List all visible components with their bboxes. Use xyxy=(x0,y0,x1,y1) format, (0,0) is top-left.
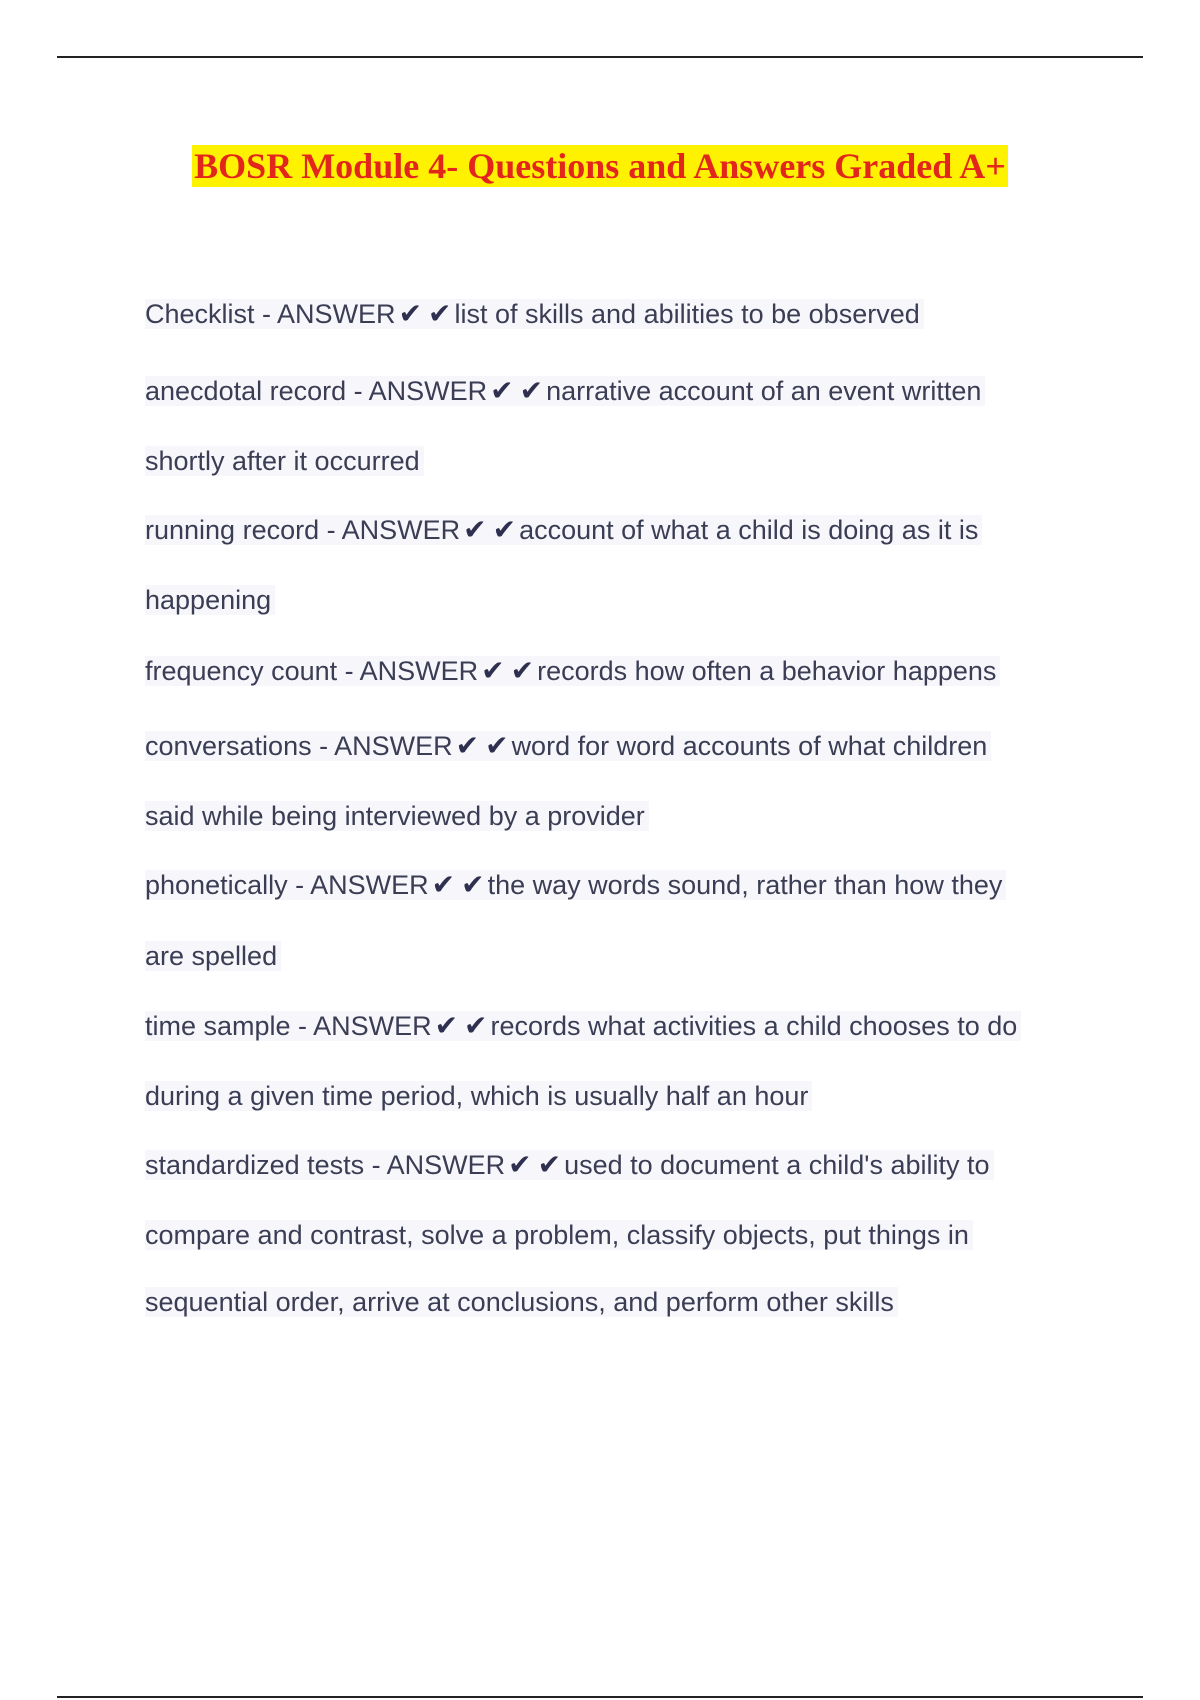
qa-entry-continuation xyxy=(145,582,275,618)
checkmark-icon: ✔ xyxy=(537,1148,562,1181)
qa-entry-continuation xyxy=(145,798,649,834)
answer-label: ANSWER xyxy=(386,1150,506,1180)
answer-label: ANSWER xyxy=(368,376,488,406)
checkmark-icon: ✔ xyxy=(463,513,487,546)
entry-answer-line: used to document a child's ability to xyxy=(564,1150,990,1180)
entry-answer-line: during a given time period, which is usually half an hour xyxy=(145,1081,812,1111)
entry-answer-line: word for word accounts of what children xyxy=(511,731,988,761)
entry-term: time sample xyxy=(145,1011,291,1041)
answer-label: ANSWER xyxy=(359,656,479,686)
entry-answer-line: said while being interviewed by a provider xyxy=(145,801,649,831)
checkmark-icon: ✔ xyxy=(492,513,517,546)
qa-entry: running record - ANSWER ✔ ✔ account of what a child is doing as it is xyxy=(145,512,982,548)
title-block xyxy=(0,145,1200,187)
checkmark-icon: ✔ xyxy=(490,374,514,407)
checkmark-icon: ✔ xyxy=(455,729,480,762)
answer-label: ANSWER xyxy=(313,1011,432,1041)
answer-label: ANSWER xyxy=(310,870,429,900)
entry-term: frequency count xyxy=(145,656,338,686)
entry-term: anecdotal record xyxy=(145,376,347,406)
entry-term: Checklist xyxy=(145,299,255,329)
entry-answer-line: shortly after it occurred xyxy=(145,446,424,476)
entry-answer-line: records how often a behavior happens xyxy=(537,656,997,686)
qa-entry: frequency count - ANSWER ✔ ✔ records how often a behavior happens xyxy=(145,653,1000,689)
entry-term: phonetically xyxy=(145,870,288,900)
checkmark-icon: ✔ xyxy=(428,297,452,330)
qa-entry-continuation xyxy=(145,1217,973,1253)
entry-answer-line: narrative account of an event written xyxy=(546,376,982,406)
answer-label: ANSWER xyxy=(277,299,396,329)
checkmark-icon: ✔ xyxy=(510,654,535,687)
entry-answer-line: list of skills and abilities to be observed xyxy=(454,299,920,329)
entry-answer-line: account of what a child is doing as it is xyxy=(519,515,979,545)
qa-entry-continuation xyxy=(145,1078,812,1114)
checkmark-icon: ✔ xyxy=(485,729,509,762)
checkmark-icon: ✔ xyxy=(508,1148,532,1181)
qa-entry: standardized tests - ANSWER ✔ ✔ used to document a child's ability to xyxy=(145,1147,994,1183)
checkmark-icon: ✔ xyxy=(464,1009,488,1042)
entry-answer-line: compare and contrast, solve a problem, classify objects, put things in xyxy=(145,1220,973,1250)
entry-answer-line: the way words sound, rather than how they xyxy=(487,870,1003,900)
footer-rule xyxy=(57,1696,1143,1698)
answer-label: ANSWER xyxy=(334,731,453,761)
document-title: BOSR Module 4- Questions and Answers Graded A+ xyxy=(194,146,1006,186)
qa-entry: conversations - ANSWER ✔ ✔ word for word accounts of what children xyxy=(145,728,991,764)
checkmark-icon: ✔ xyxy=(398,297,423,330)
checkmark-icon: ✔ xyxy=(519,374,544,407)
qa-entry-continuation xyxy=(145,1284,898,1320)
entry-term: conversations xyxy=(145,731,312,761)
answer-label: ANSWER xyxy=(341,515,461,545)
qa-entry: Checklist - ANSWER ✔ ✔ list of skills and abilities to be observed xyxy=(145,296,924,332)
entry-answer-line: sequential order, arrive at conclusions, and perform other skills xyxy=(145,1287,898,1317)
checkmark-icon: ✔ xyxy=(461,868,485,901)
entry-term: standardized tests xyxy=(145,1150,365,1180)
qa-entry-continuation xyxy=(145,938,281,974)
qa-entry: time sample - ANSWER ✔ ✔ records what activities a child chooses to do xyxy=(145,1008,1021,1044)
checkmark-icon: ✔ xyxy=(431,868,456,901)
qa-entry: phonetically - ANSWER ✔ ✔ the way words sound, rather than how they xyxy=(145,867,1006,903)
qa-entry-continuation xyxy=(145,443,424,479)
entry-answer-line: happening xyxy=(145,585,275,615)
entry-answer-line: records what activities a child chooses to do xyxy=(490,1011,1018,1041)
checkmark-icon: ✔ xyxy=(434,1009,459,1042)
header-rule xyxy=(57,56,1143,58)
checkmark-icon: ✔ xyxy=(481,654,505,687)
entry-term: running record xyxy=(145,515,320,545)
entry-answer-line: are spelled xyxy=(145,941,281,971)
qa-entry: anecdotal record - ANSWER ✔ ✔ narrative account of an event written xyxy=(145,373,985,409)
